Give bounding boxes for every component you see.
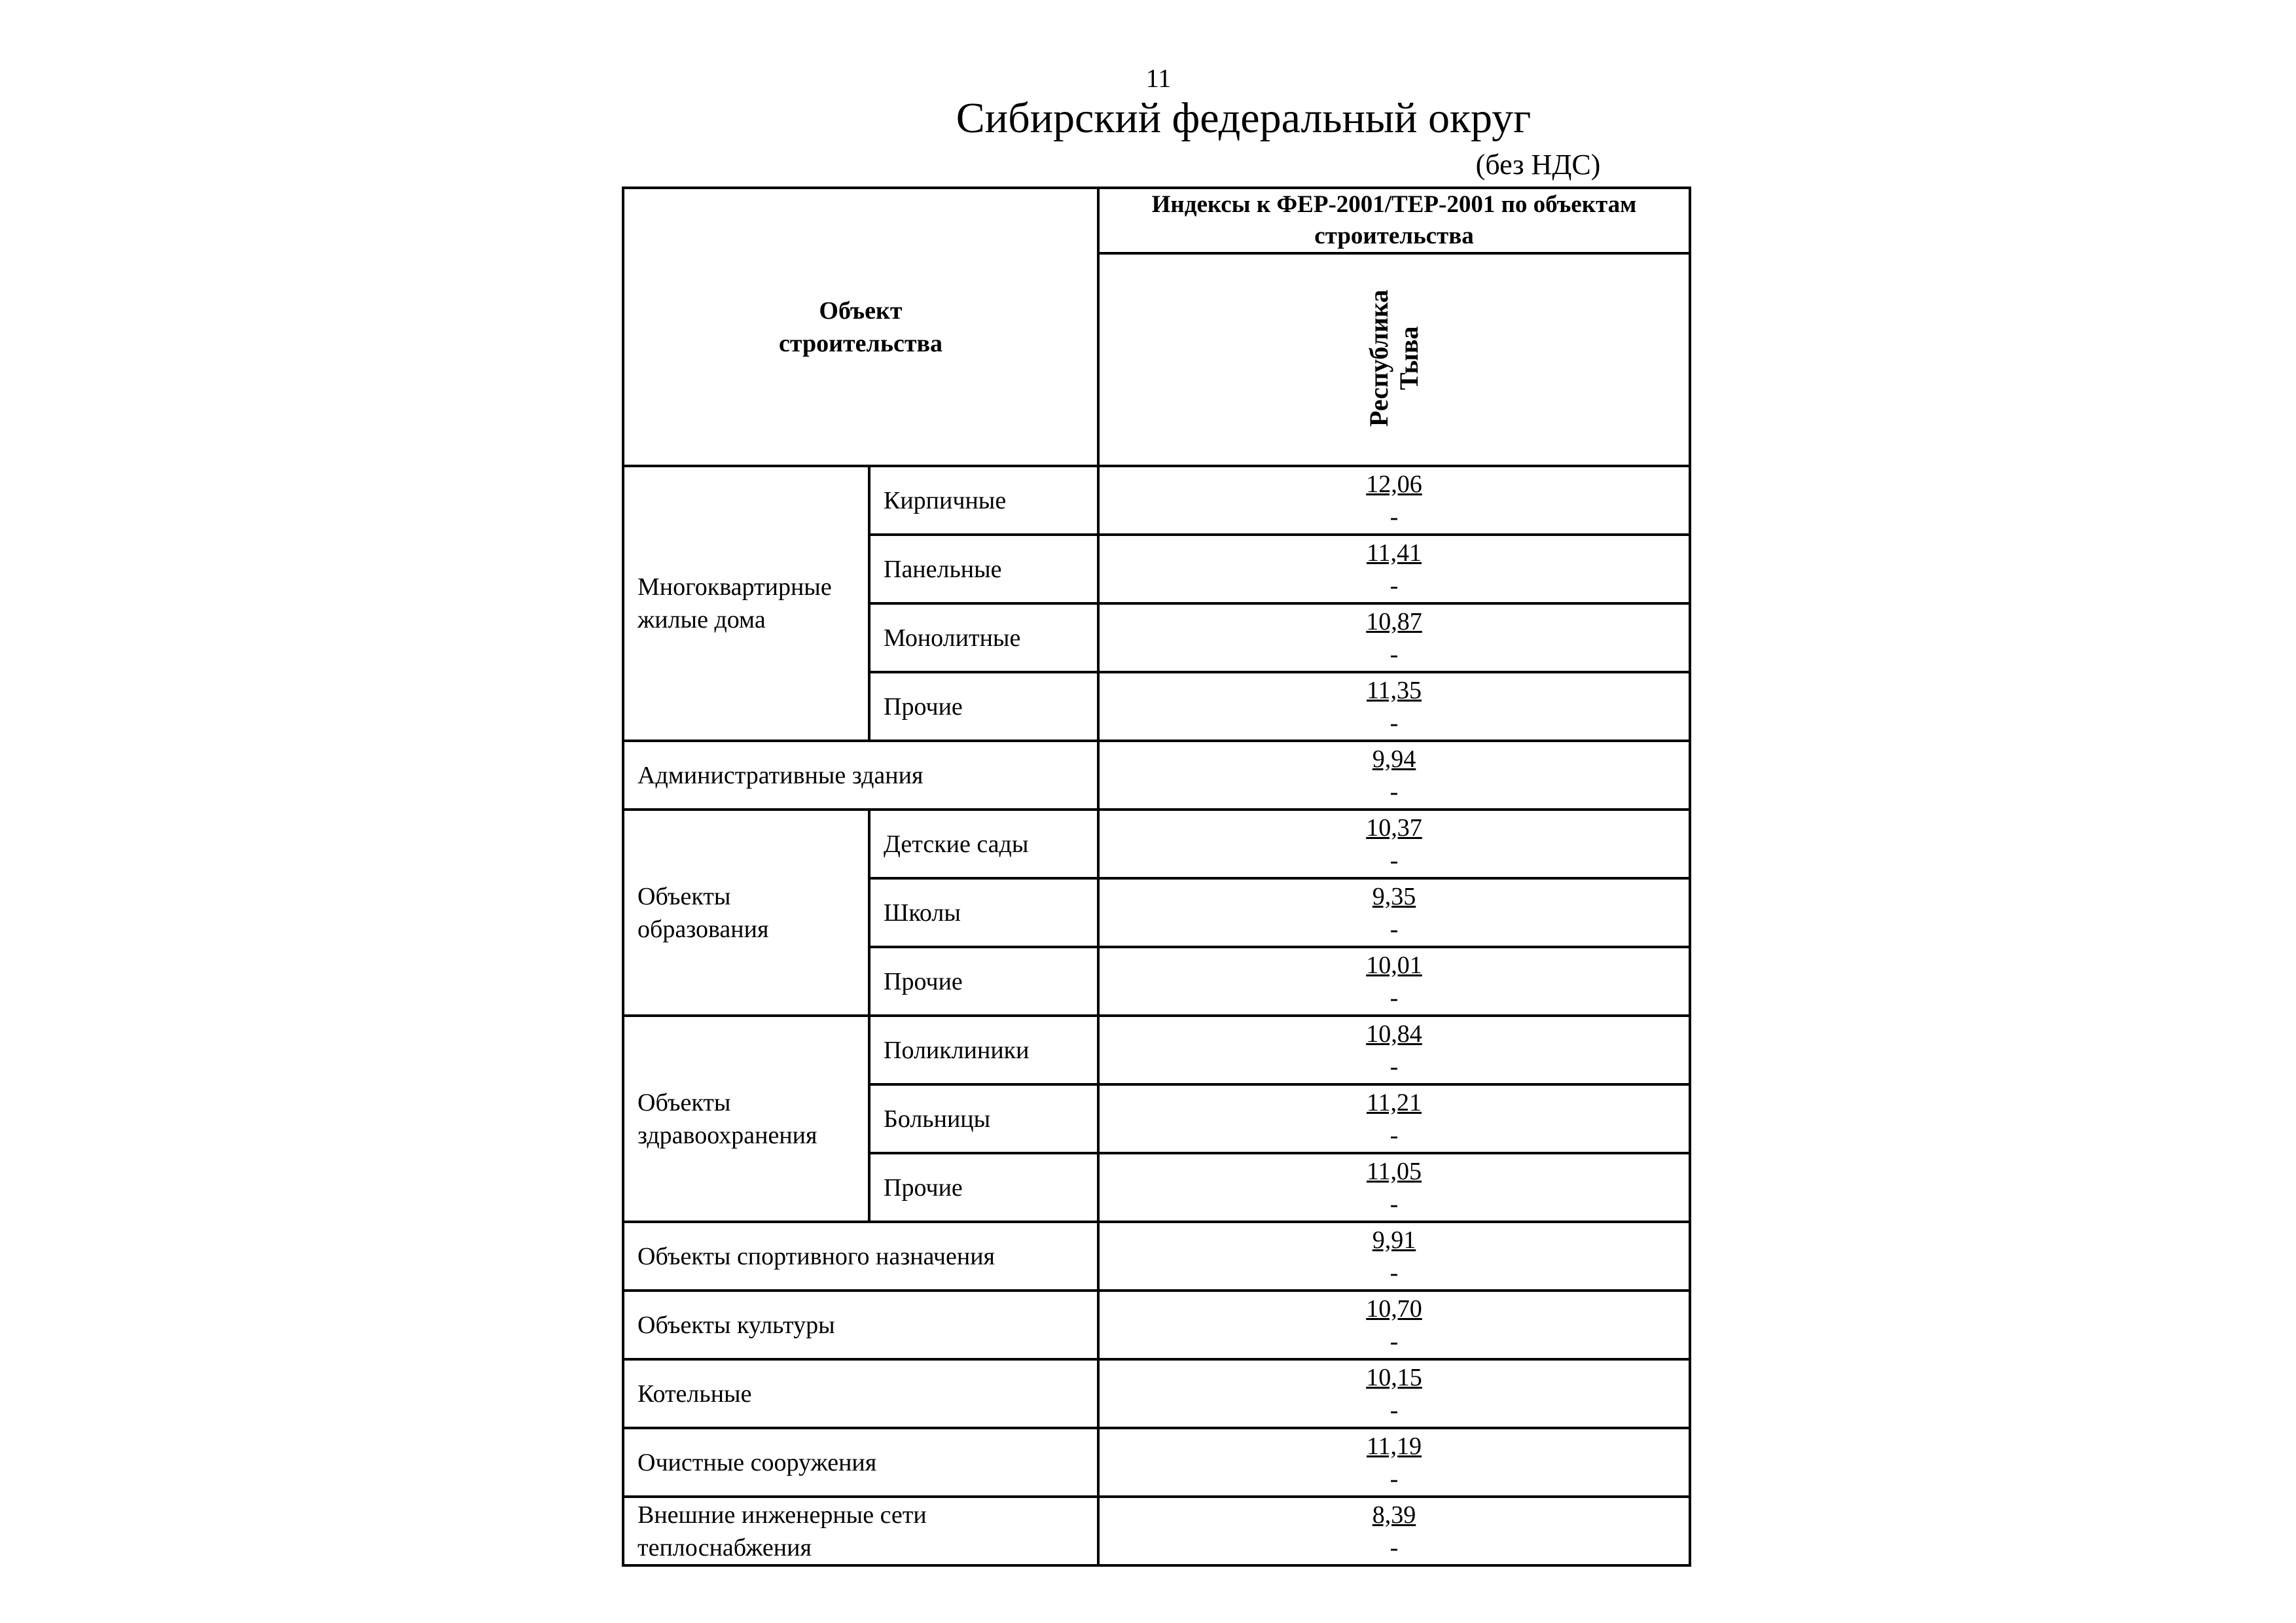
- group-label: Многоквартирные жилые дома: [623, 466, 869, 741]
- row-label: Панельные: [869, 535, 1098, 603]
- row-value: 10,87 -: [1098, 603, 1690, 672]
- row-value: 11,05 -: [1098, 1153, 1690, 1222]
- table-row: [623, 810, 1690, 878]
- row-label: Детские сады: [869, 810, 1098, 878]
- row-label: Школы: [869, 878, 1098, 947]
- row-value: 11,19 -: [1098, 1428, 1690, 1497]
- row-value: 11,21 -: [1098, 1084, 1690, 1153]
- row-value: 11,35 -: [1098, 672, 1690, 741]
- table-row: [623, 1016, 1690, 1084]
- row-label: Внешние инженерные сети теплоснабжения: [623, 1497, 1098, 1565]
- region-label: Республика Тыва: [1364, 289, 1424, 427]
- row-label: Административные здания: [623, 741, 1098, 810]
- row-label: Поликлиники: [869, 1016, 1098, 1084]
- header-object: Объект строительства: [623, 188, 1098, 466]
- row-label: Прочие: [869, 947, 1098, 1016]
- page-title: Сибирский федеральный округ: [956, 94, 1532, 142]
- index-table: [622, 187, 1691, 1567]
- row-label: Кирпичные: [869, 466, 1098, 535]
- row-value: 9,94 -: [1098, 741, 1690, 810]
- page-number: 11: [1145, 63, 1172, 93]
- row-value: 10,70 -: [1098, 1291, 1690, 1359]
- row-label: Больницы: [869, 1084, 1098, 1153]
- row-label: Монолитные: [869, 603, 1098, 672]
- group-label: Объекты образования: [623, 810, 869, 1016]
- table-row: [623, 741, 1690, 810]
- table-row: [623, 1497, 1690, 1565]
- table-row: [623, 1428, 1690, 1497]
- row-value: 10,01 -: [1098, 947, 1690, 1016]
- row-label: Котельные: [623, 1359, 1098, 1428]
- vat-note: (без НДС): [1475, 149, 1601, 181]
- table-row: [623, 1291, 1690, 1359]
- row-label: Объекты культуры: [623, 1291, 1098, 1359]
- row-value: 8,39 -: [1098, 1497, 1690, 1565]
- row-label: Прочие: [869, 1153, 1098, 1222]
- table-row: [623, 1359, 1690, 1428]
- row-label: Очистные сооружения: [623, 1428, 1098, 1497]
- row-label: Прочие: [869, 672, 1098, 741]
- row-value: 11,41 -: [1098, 535, 1690, 603]
- row-value: 10,84 -: [1098, 1016, 1690, 1084]
- row-value: 12,06 -: [1098, 466, 1690, 535]
- table-row: [623, 466, 1690, 535]
- header-index: Индексы к ФЕР-2001/ТЕР-2001 по объектам строительства: [1098, 188, 1690, 253]
- row-value: 10,15 -: [1098, 1359, 1690, 1428]
- table-row: [623, 1222, 1690, 1291]
- group-label: Объекты здравоохранения: [623, 1016, 869, 1222]
- row-value: 9,91 -: [1098, 1222, 1690, 1291]
- row-value: 10,37 -: [1098, 810, 1690, 878]
- row-label: Объекты спортивного назначения: [623, 1222, 1098, 1291]
- row-value: 9,35 -: [1098, 878, 1690, 947]
- header-region: [1098, 253, 1690, 466]
